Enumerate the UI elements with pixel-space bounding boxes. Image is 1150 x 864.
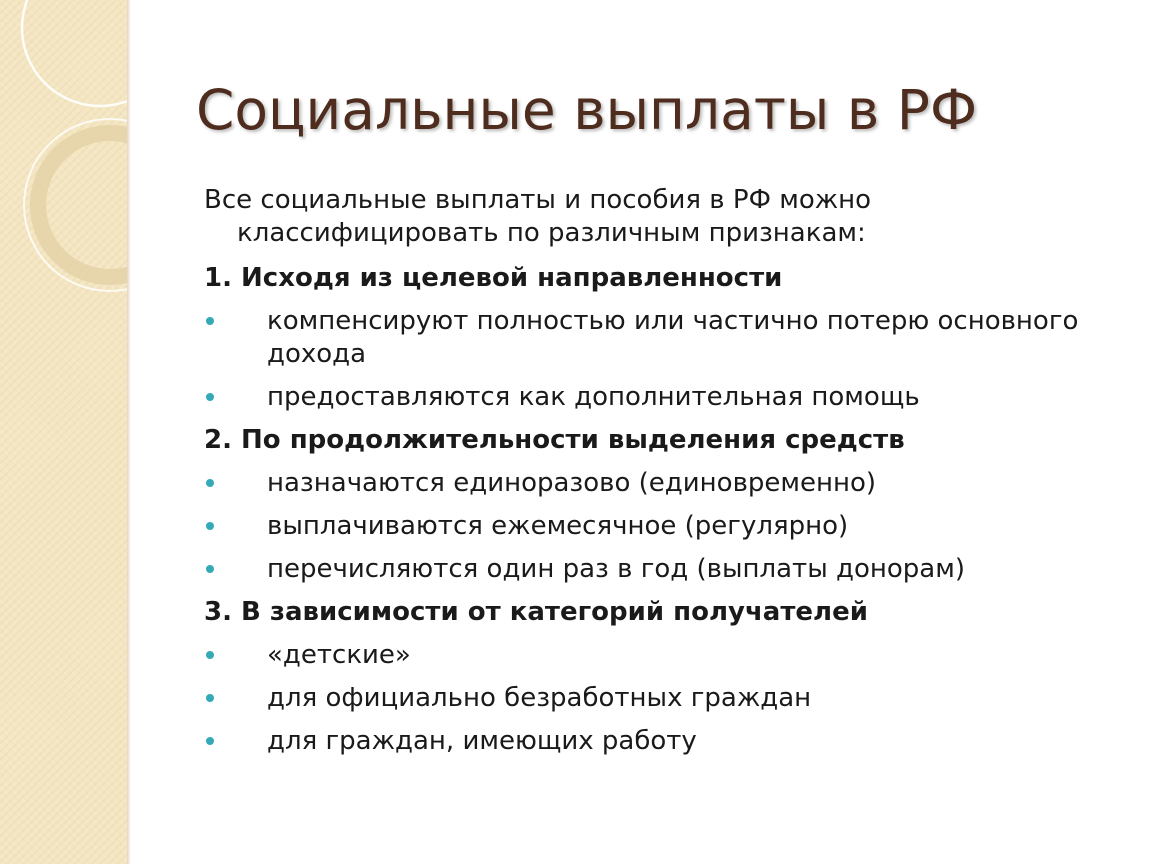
list-item — [204, 553, 1084, 586]
section-heading-1: 1. Исходя из целевой направленности — [204, 263, 783, 293]
bullet-icon — [206, 393, 214, 401]
bullet-icon — [206, 522, 214, 530]
list-item-text: перечисляются один раз в год (выплаты донорам) — [267, 554, 965, 584]
list-item-text: компенсируют полностью или частично потерю основного дохода — [267, 306, 1079, 369]
list-item — [204, 639, 1084, 672]
bullet-icon — [206, 479, 214, 487]
bullet-icon — [206, 737, 214, 745]
list-item — [204, 510, 1084, 543]
list-item-text: «детские» — [267, 640, 411, 670]
list-item-text: назначаются единоразово (единовременно) — [267, 468, 877, 498]
slide-content — [204, 184, 1084, 768]
side-band-edge — [127, 0, 131, 864]
list-item — [204, 467, 1084, 500]
bullet-icon — [206, 651, 214, 659]
list-item-text: для официально безработных граждан — [267, 683, 812, 713]
list-item-text: выплачиваются ежемесячное (регулярно) — [267, 511, 849, 541]
section-heading-2: 2. По продолжительности выделения средств — [204, 425, 905, 455]
section-heading-3: 3. В зависимости от категорий получателей — [204, 597, 868, 627]
decorative-circles — [0, 0, 127, 864]
intro-text: Все социальные выплаты и пособия в РФ можно классифицировать по различным признакам: — [204, 185, 872, 248]
list-item-text: предоставляются как дополнительная помощь — [267, 382, 920, 412]
decorative-side-band — [0, 0, 127, 864]
list-item — [204, 725, 1084, 758]
list-item — [204, 305, 1084, 371]
list-item — [204, 381, 1084, 414]
slide-title: Социальные выплаты в РФ — [196, 78, 978, 142]
list-item — [204, 682, 1084, 715]
list-item-text: для граждан, имеющих работу — [267, 726, 697, 756]
bullet-icon — [206, 565, 214, 573]
bullet-icon — [206, 694, 214, 702]
bullet-icon — [206, 317, 214, 325]
